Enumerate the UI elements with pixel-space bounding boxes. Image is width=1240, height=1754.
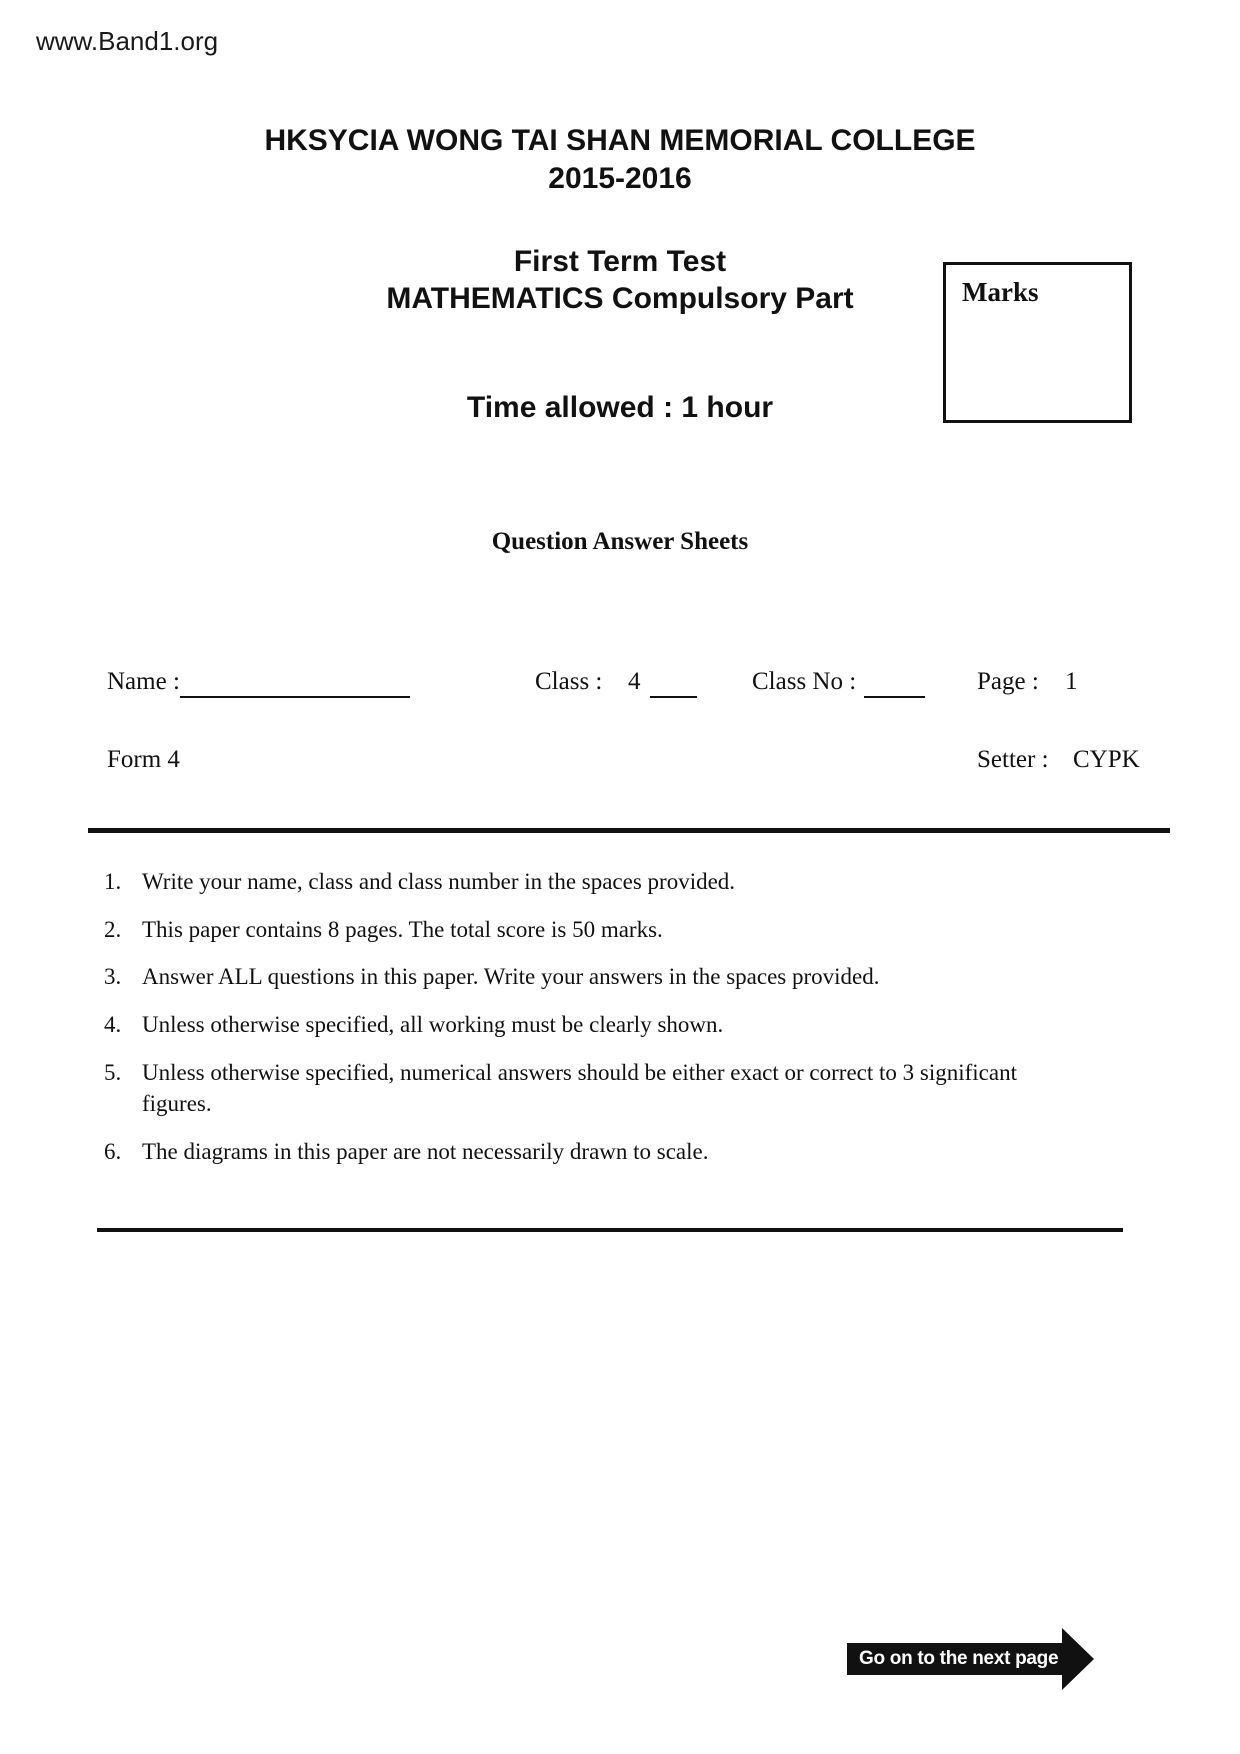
instruction-text: Unless otherwise specified, numerical answers should be either exact or correct to 3 significant figures. (142, 1060, 1017, 1116)
page-value: 1 (1065, 668, 1078, 695)
next-page-label: Go on to the next page (859, 1648, 1059, 1669)
watermark-url: www.Band1.org (36, 26, 219, 56)
instruction-text: The diagrams in this paper are not necessarily drawn to scale. (142, 1139, 709, 1164)
next-page-arrow-icon (1062, 1628, 1094, 1690)
next-page-banner (847, 1643, 1063, 1675)
horizontal-rule-top (88, 828, 1170, 833)
instruction-item (104, 866, 1064, 897)
school-header (0, 122, 1240, 198)
exam-title: First Term Test (513, 245, 727, 278)
class-blank-field (650, 668, 697, 698)
class-no-blank-field (864, 668, 925, 698)
page-label: Page : (977, 668, 1039, 695)
instruction-item (104, 961, 1064, 992)
instruction-item (104, 1136, 1064, 1167)
instruction-item (104, 1009, 1064, 1040)
exam-subject: MATHEMATICS Compulsory Part (386, 282, 854, 315)
instruction-number: 4. (104, 1012, 122, 1037)
name-label: Name : (107, 668, 180, 695)
setter-label: Setter : (977, 746, 1049, 773)
marks-box (943, 262, 1132, 423)
instruction-text: Write your name, class and class number in the spaces provided. (142, 869, 736, 894)
instruction-text: Answer ALL questions in this paper. Write your answers in the spaces provided. (142, 964, 880, 989)
instruction-number: 1. (104, 869, 122, 894)
instruction-text: Unless otherwise specified, all working must be clearly shown. (142, 1012, 724, 1037)
instruction-number: 3. (104, 964, 122, 989)
instruction-text: This paper contains 8 pages. The total score is 50 marks. (142, 917, 663, 942)
time-allowed: Time allowed : 1 hour (466, 391, 774, 424)
setter-value: CYPK (1073, 746, 1140, 773)
school-year: 2015-2016 (548, 162, 692, 195)
instruction-number: 6. (104, 1139, 122, 1164)
section-title: Question Answer Sheets (491, 528, 749, 555)
instruction-number: 2. (104, 917, 122, 942)
instruction-number: 5. (104, 1060, 122, 1085)
class-label: Class : (535, 668, 603, 695)
horizontal-rule-bottom (97, 1228, 1123, 1232)
class-no-label: Class No : (752, 668, 857, 695)
form-label: Form 4 (107, 746, 180, 773)
instruction-item (104, 914, 1064, 945)
class-value: 4 (628, 668, 641, 695)
name-blank-field (180, 668, 410, 698)
marks-label: Marks (962, 277, 1039, 307)
school-name: HKSYCIA WONG TAI SHAN MEMORIAL COLLEGE (264, 124, 976, 157)
instruction-item (104, 1057, 1064, 1119)
